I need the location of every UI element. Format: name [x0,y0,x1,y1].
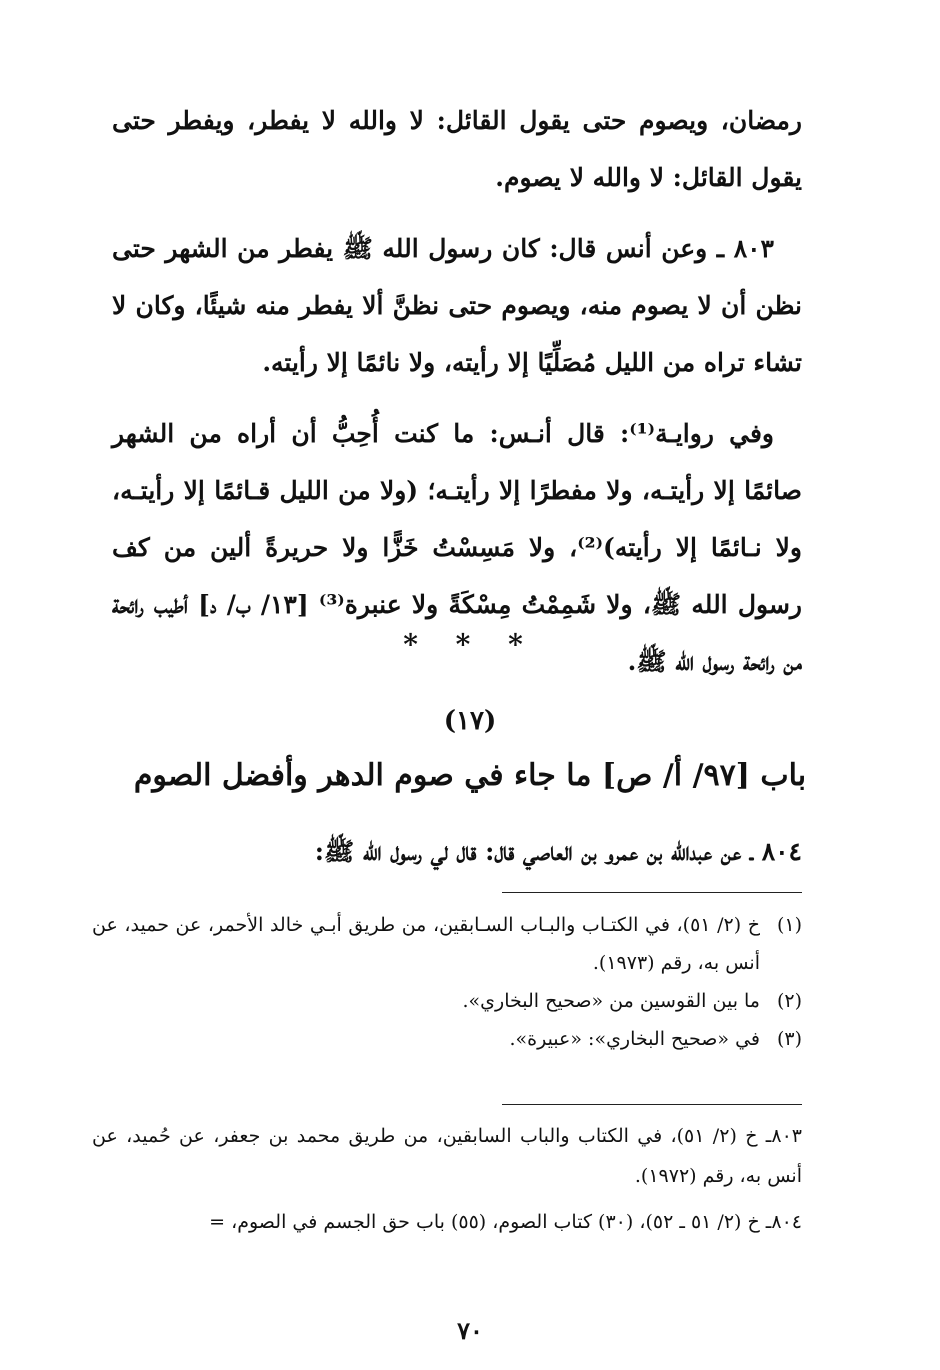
source-entry-803: ٨٠٣ـ خ (٢/ ٥١)، في الكتاب والباب السابقين، من طريق محمد بن جعفر، عن حُميد، عن أنس به، رقم (١٩٧٢). [92,1125,802,1187]
paragraph-riwaya: وفي روايـة⁽¹⁾: قال أنـس: ما كنت أُحِبُّ أن أراه من الشهر صائمًا إلا رأيتـه، ولا مفطرًا إلا رأيتـه؛ (ولا من الليل قـائمًا إلا رأيتـه، ولا نـائمًا إلا رأيته)⁽²⁾، ولا مَسِسْتُ خَزًّا ولا حريرةً ألين من كف رسول الله ﷺ، ولا شَمِمْتُ مِسْكَةً ولا عنبرة⁽³⁾ [١٣/ ب/ د] أطيب رائحة من رائحة رسول الله ﷺ. [112,419,802,676]
footnote-divider [502,892,802,893]
paragraph-hadith-803: ٨٠٣ ـ وعن أنس قال: كان رسول الله ﷺ يفطر من الشهر حتى نظن أن لا يصوم منه، ويصوم حتى نظنَّ ألا يفطر منه شيئًا، وكان لا تشاء تراه من الليل مُصَلِّيًا إلا رأيته، ولا نائمًا إلا رأيته. [112,234,802,377]
footnote-item [92,906,802,982]
paragraph-ramadan: رمضان، ويصوم حتى يقول القائل: لا والله لا يفطر، ويفطر حتى يقول القائل: لا والله لا يصوم. [112,106,802,192]
page-number: ٧٠ [457,1316,483,1345]
chapter-title: باب [٩٧/ أ/ ص] ما جاء في صوم الدهر وأفضل الصوم [133,758,807,793]
sources-divider [502,1104,802,1105]
footnotes-block [92,906,802,1058]
footnote-item [92,1020,802,1058]
source-entry-804: ٨٠٤ـ خ (٢/ ٥١ ـ ٥٢)، (٣٠) كتاب الصوم، (٥٥) باب حق الجسم في الصوم، = [209,1211,802,1233]
footnote-text: خ (٢/ ٥١)، في الكتـاب والبـاب السـابقين، من طريق أبـي خالد الأحمر، عن حميد، عن أنس به، رقم (١٩٧٣). [92,914,760,974]
footnote-number: (٣) [776,1028,802,1050]
footnote-number: (٢) [776,990,802,1012]
footnote-text: ما بين القوسين من «صحيح البخاري». [462,990,760,1012]
paragraph-hadith-804: ٨٠٤ ـ عن عبدالله بن عمرو بن العاصي قال: قال لي رسول الله ﷺ: [314,837,802,866]
main-text-block [112,92,802,690]
footnote-text: في «صحيح البخاري»: «عبيرة». [509,1028,760,1050]
footnote-number: (١) [776,914,802,936]
chapter-number: (١٧) [443,706,497,736]
sources-block [92,1116,802,1248]
section-separator: * * * [403,628,537,661]
footnote-item [92,982,802,1020]
